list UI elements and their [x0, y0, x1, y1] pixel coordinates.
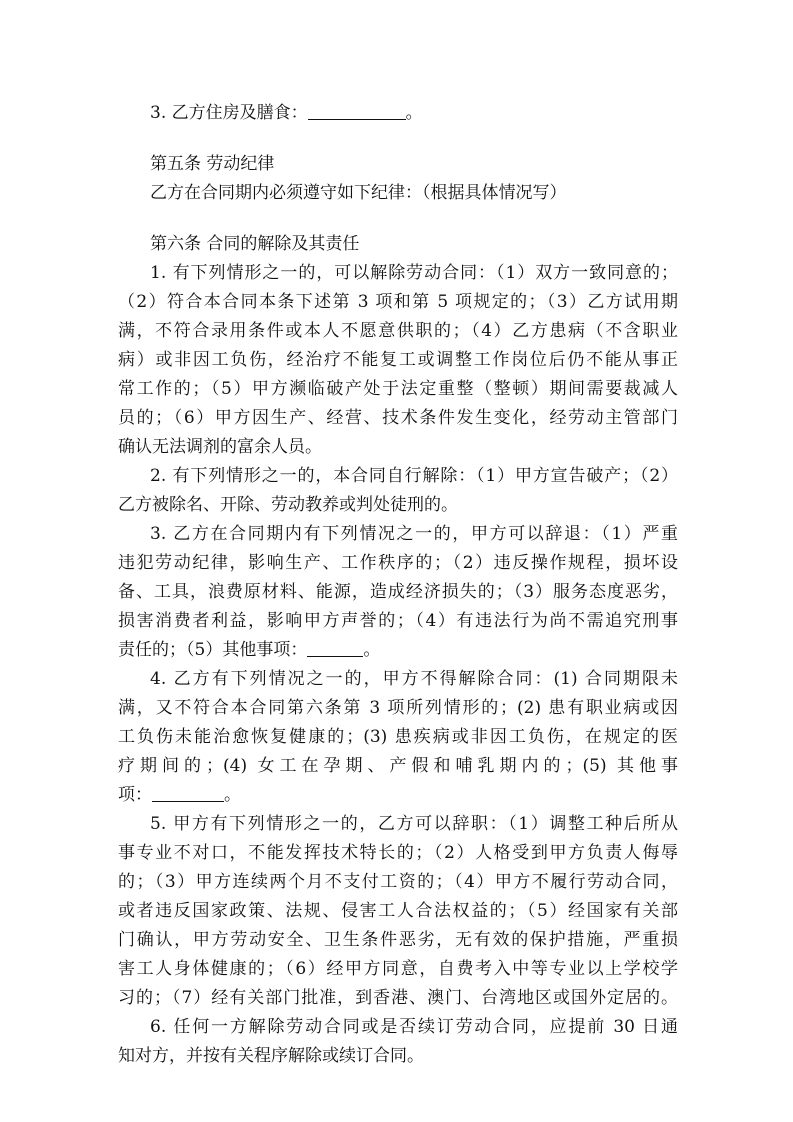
article-6-paragraph-line: 或者违反国家政策、法规、侵害工人合法权益的；（5）经国家有关部 [118, 901, 678, 921]
article-6-paragraph-line: （2）符合本合同本条下述第 3 项和第 5 项规定的；（3）乙方试用期 [118, 292, 678, 312]
housing-meals-blank[interactable] [308, 99, 406, 120]
article-6-paragraph-line: 病）或非因工负伤，经治疗不能复工或调整工作岗位后仍不能从事正 [118, 350, 678, 370]
article-6-paragraph-line: 工负伤未能治愈恢复健康的；(3) 患疾病或非因工负伤，在规定的医 [118, 727, 678, 747]
article-6-paragraph-line: 害工人身体健康的；（6）经甲方同意，自费考入中等专业以上学校学 [118, 959, 678, 979]
article-6-title: 第六条 合同的解除及其责任 [150, 234, 360, 254]
article-5-title: 第五条 劳动纪律 [150, 154, 275, 174]
article-6-paragraph-line: 乙方被除名、开除、劳动教养或判处徒刑的。 [118, 495, 458, 515]
article-6-paragraph-line: 6. 任何一方解除劳动合同或是否续订劳动合同，应提前 30 日通 [150, 1017, 678, 1037]
article-6-paragraph-line: 责任的；（5）其他事项： 。 [118, 634, 678, 666]
item-3-text: 3. 乙方住房及膳食： [150, 103, 308, 123]
item-3-housing-meals: 3. 乙方住房及膳食： 。 [150, 97, 710, 129]
article-6-paragraph-line: 5. 甲方有下列情形之一的，乙方可以辞职：（1）调整工种后所从 [150, 814, 678, 834]
article-6-paragraph-line: 事专业不对口，不能发挥技术特长的；（2）人格受到甲方负责人侮辱 [118, 843, 678, 863]
article-6-paragraph-line: 员的；（6）甲方因生产、经营、技术条件发生变化，经劳动主管部门 [118, 408, 678, 428]
other-matters-blank[interactable] [307, 636, 363, 657]
article-6-paragraph-line: 1. 有下列情形之一的，可以解除劳动合同：（1）双方一致同意的； [150, 263, 678, 283]
article-6-paragraph-line: 满，又不符合本合同第六条第 3 项所列情形的；(2) 患有职业病或因 [118, 698, 678, 718]
article-6-paragraph-line: 疗期间的；(4) 女工在孕期、产假和哺乳期内的；(5) 其他事 [118, 756, 678, 776]
other-matters-blank-2[interactable] [152, 781, 224, 802]
article-6-paragraph-line: 损害消费者利益，影响甲方声誉的；（4）有违法行为尚不需追究刑事 [118, 611, 678, 631]
article-6-paragraph-line: 确认无法调剂的富余人员。 [118, 437, 322, 457]
article-6-paragraph-line: 知对方，并按有关程序解除或续订合同。 [118, 1046, 424, 1066]
article-6-paragraph-line: 违犯劳动纪律，影响生产、工作秩序的；（2）违反操作规程，损坏设 [118, 553, 678, 573]
article-6-paragraph-line: 常工作的；（5）甲方濒临破产处于法定重整（整顿）期间需要裁减人 [118, 379, 678, 399]
article-6-paragraph-line: 4. 乙方有下列情况之一的，甲方不得解除合同：(1) 合同期限未 [150, 669, 678, 689]
article-6-paragraph-line: 习的；（7）经有关部门批准，到香港、澳门、台湾地区或国外定居的。 [118, 988, 678, 1008]
article-5-body: 乙方在合同期内必须遵守如下纪律：（根据具体情况写） [150, 183, 567, 203]
article-6-paragraph-line: 的；（3）甲方连续两个月不支付工资的；（4）甲方不履行劳动合同， [118, 872, 678, 892]
article-6-paragraph-line: 门确认，甲方劳动安全、卫生条件恶劣，无有效的保护措施，严重损 [118, 930, 678, 950]
article-6-paragraph-line: 项： 。 [118, 779, 678, 811]
article-6-paragraph-line: 备、工具，浪费原材料、能源，造成经济损失的；（3）服务态度恶劣， [118, 582, 678, 602]
article-6-paragraph-line: 2. 有下列情形之一的，本合同自行解除：（1）甲方宣告破产；（2） [150, 466, 678, 486]
article-6-paragraph-line: 满，不符合录用条件或本人不愿意供职的；（4）乙方患病（不含职业 [118, 321, 678, 341]
article-6-paragraph-line: 3. 乙方在合同期内有下列情况之一的，甲方可以辞退：（1）严重 [150, 524, 678, 544]
